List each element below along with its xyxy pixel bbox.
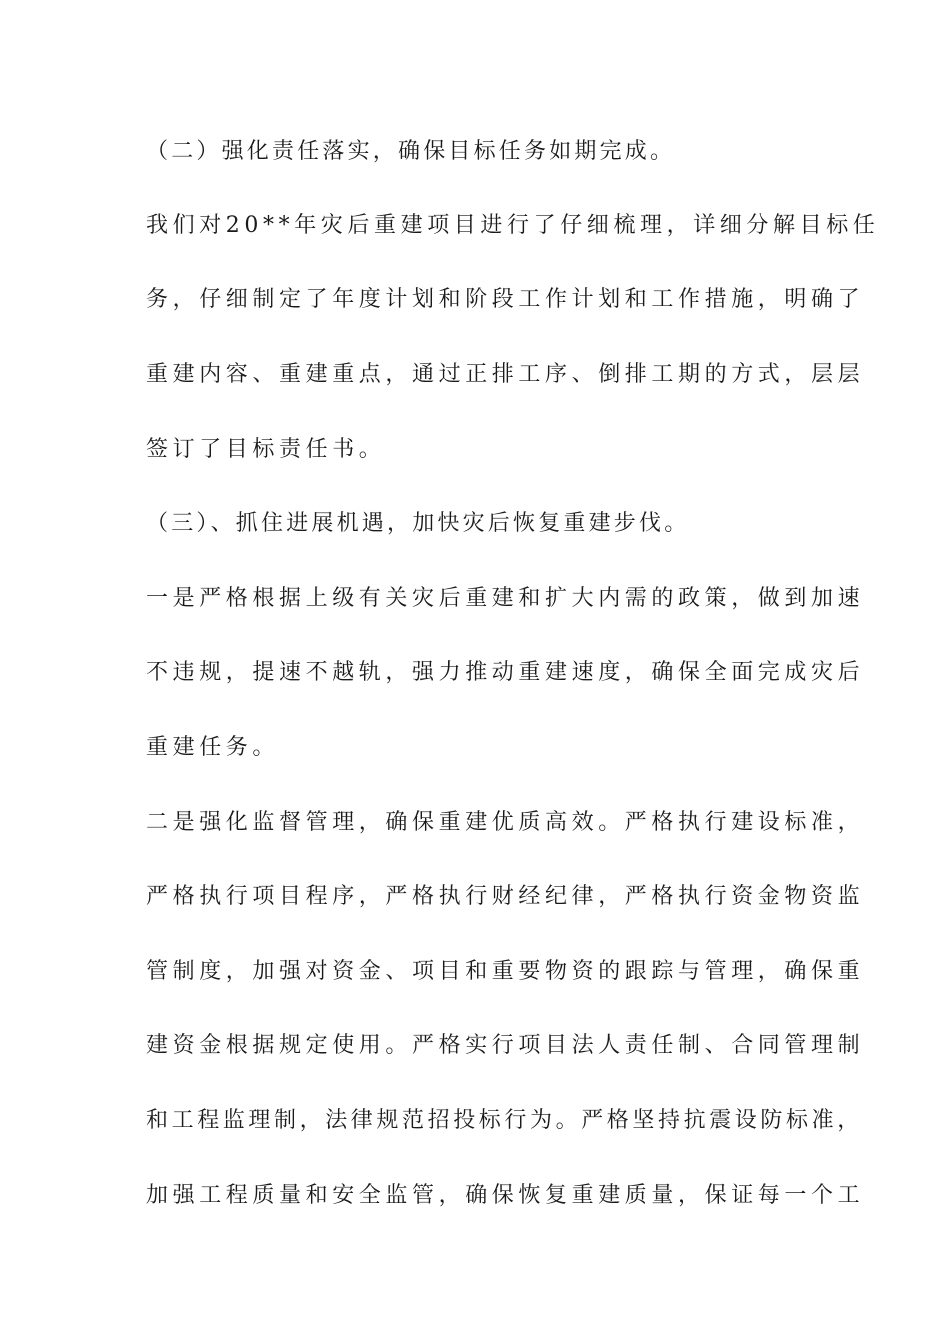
paragraph-line: 加强工程质量和安全监管，确保恢复重建质量，保证每一个工 bbox=[146, 1183, 865, 1208]
section-heading-3: （三）、抓住进展机遇，加快灾后恢复重建步伐。 bbox=[146, 511, 690, 536]
paragraph-line: 建资金根据规定使用。严格实行项目法人责任制、合同管理制 bbox=[146, 1033, 865, 1058]
paragraph-line: 管制度，加强对资金、项目和重要物资的跟踪与管理，确保重 bbox=[146, 959, 865, 984]
section-heading-2: （二）强化责任落实，确保目标任务如期完成。 bbox=[146, 139, 676, 164]
paragraph-line: 一是严格根据上级有关灾后重建和扩大内需的政策，做到加速 bbox=[146, 586, 865, 611]
paragraph-line: 我们对20**年灾后重建项目进行了仔细梳理，详细分解目标任 bbox=[146, 213, 880, 238]
paragraph-line: 重建任务。 bbox=[146, 735, 280, 760]
paragraph-line: 不违规，提速不越轨，强力推动重建速度，确保全面完成灾后 bbox=[146, 660, 865, 685]
paragraph-line: 签订了目标责任书。 bbox=[146, 437, 386, 462]
paragraph-line: 严格执行项目程序，严格执行财经纪律，严格执行资金物资监 bbox=[146, 884, 865, 909]
paragraph-line: 二是强化监督管理，确保重建优质高效。严格执行建设标准， bbox=[146, 810, 865, 835]
paragraph-line: 和工程监理制，法律规范招投标行为。严格坚持抗震设防标准， bbox=[146, 1108, 863, 1133]
paragraph-line: 重建内容、重建重点，通过正排工序、倒排工期的方式，层层 bbox=[146, 362, 865, 387]
paragraph-line: 务，仔细制定了年度计划和阶段工作计划和工作措施，明确了 bbox=[146, 287, 865, 312]
